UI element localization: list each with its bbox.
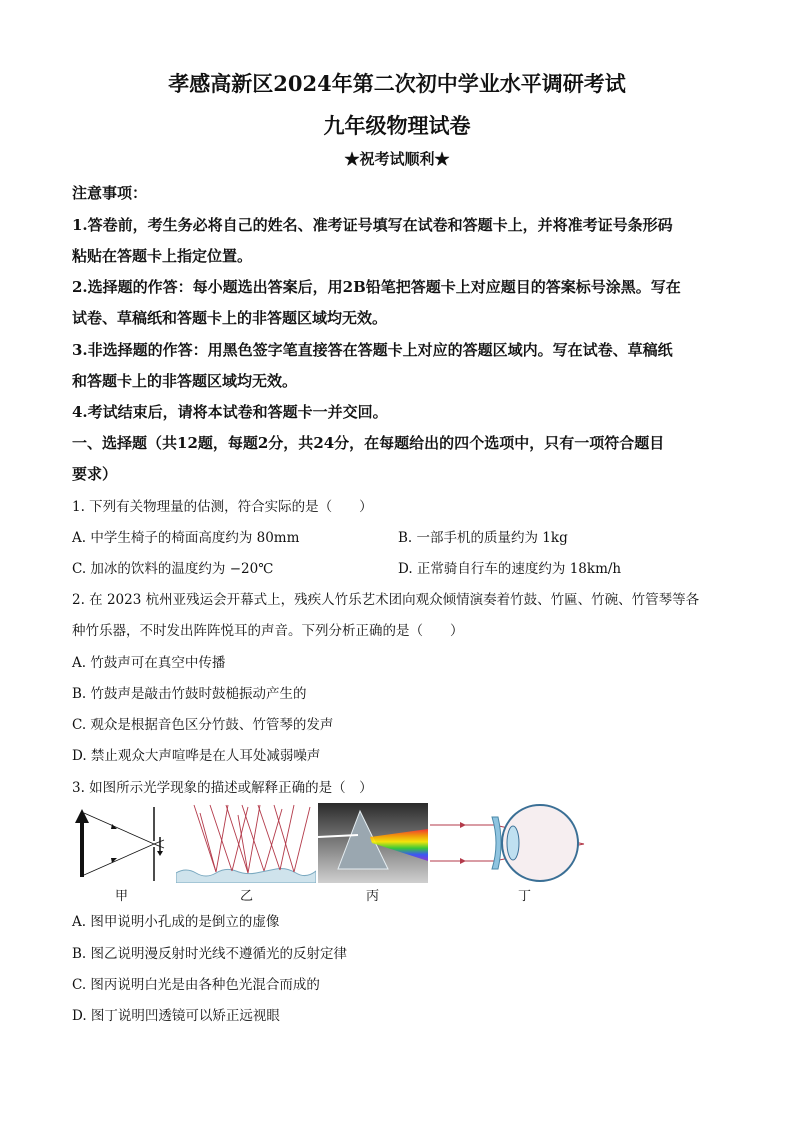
prism-dispersion-figure (318, 803, 428, 883)
question-3-stem: 3. 如图所示光学现象的描述或解释正确的是（ ） (72, 780, 373, 796)
q1-option-b: B. 一部手机的质量约为 1kg (398, 530, 568, 546)
blessing-line: ★祝考试顺利★ (344, 150, 450, 168)
section-heading: 一、选择题（共12题，每题2分，共24分，在每题给出的四个选项中，只有一项符合题目 (72, 434, 665, 452)
notice-line: 粘贴在答题卡上指定位置。 (72, 247, 253, 265)
optics-figures (72, 803, 592, 903)
q1-option-d: D. 正常骑自行车的速度约为 18km/h (398, 561, 622, 577)
exam-subtitle: 九年级物理试卷 (323, 113, 471, 138)
notice-line: 3.非选择题的作答：用黑色签字笔直接答在答题卡上对应的答题区域内。写在试卷、草稿纸 (72, 341, 673, 359)
diffuse-reflection-figure (176, 803, 316, 883)
eye-lens-figure (430, 803, 590, 883)
notice-heading: 注意事项： (72, 184, 148, 202)
q2-option-b: B. 竹鼓声是敲击竹鼓时鼓槌振动产生的 (72, 686, 307, 702)
q2-option-d: D. 禁止观众大声喧哗是在人耳处减弱噪声 (72, 748, 321, 764)
notice-line: 试卷、草稿纸和答题卡上的非答题区域均无效。 (72, 309, 388, 327)
figure-caption-yi: 乙 (240, 889, 254, 904)
notice-line: 1.答卷前，考生务必将自己的姓名、准考证号填写在试卷和答题卡上，并将准考证号条形码 (72, 216, 673, 234)
q3-option-c: C. 图丙说明白光是由各种色光混合而成的 (72, 977, 320, 993)
figure-caption-ding: 丁 (518, 889, 532, 904)
question-2-stem: 2. 在 2023 杭州亚残运会开幕式上，残疾人竹乐艺术团向观众倾情演奏着竹鼓、竹匾、竹碗、竹管琴等各 (72, 592, 700, 608)
q2-option-a: A. 竹鼓声可在真空中传播 (72, 655, 226, 671)
exam-title: 孝感高新区2024年第二次初中学业水平调研考试 (168, 71, 626, 96)
q1-option-c: C. 加冰的饮料的温度约为 −20℃ (72, 561, 274, 577)
q1-option-a: A. 中学生椅子的椅面高度约为 80mm (72, 530, 300, 546)
section-heading-cont: 要求） (72, 465, 118, 483)
figure-caption-jia: 甲 (115, 889, 129, 904)
notice-line: 2.选择题的作答：每小题选出答案后，用2B铅笔把答题卡上对应题目的答案标号涂黑。写在 (72, 278, 681, 296)
q3-option-b: B. 图乙说明漫反射时光线不遵循光的反射定律 (72, 946, 348, 962)
q2-option-c: C. 观众是根据音色区分竹鼓、竹管琴的发声 (72, 717, 334, 733)
notice-line: 和答题卡上的非答题区域均无效。 (72, 372, 298, 390)
question-1-stem: 1. 下列有关物理量的估测，符合实际的是（ ） (72, 499, 373, 515)
q3-option-d: D. 图丁说明凹透镜可以矫正远视眼 (72, 1008, 280, 1024)
notice-line: 4.考试结束后，请将本试卷和答题卡一并交回。 (72, 403, 388, 421)
figure-caption-bing: 丙 (366, 889, 380, 904)
question-2-stem-cont: 种竹乐器，不时发出阵阵悦耳的声音。下列分析正确的是（ ） (72, 623, 464, 639)
pinhole-figure (72, 803, 172, 883)
q3-option-a: A. 图甲说明小孔成的是倒立的虚像 (72, 914, 280, 930)
